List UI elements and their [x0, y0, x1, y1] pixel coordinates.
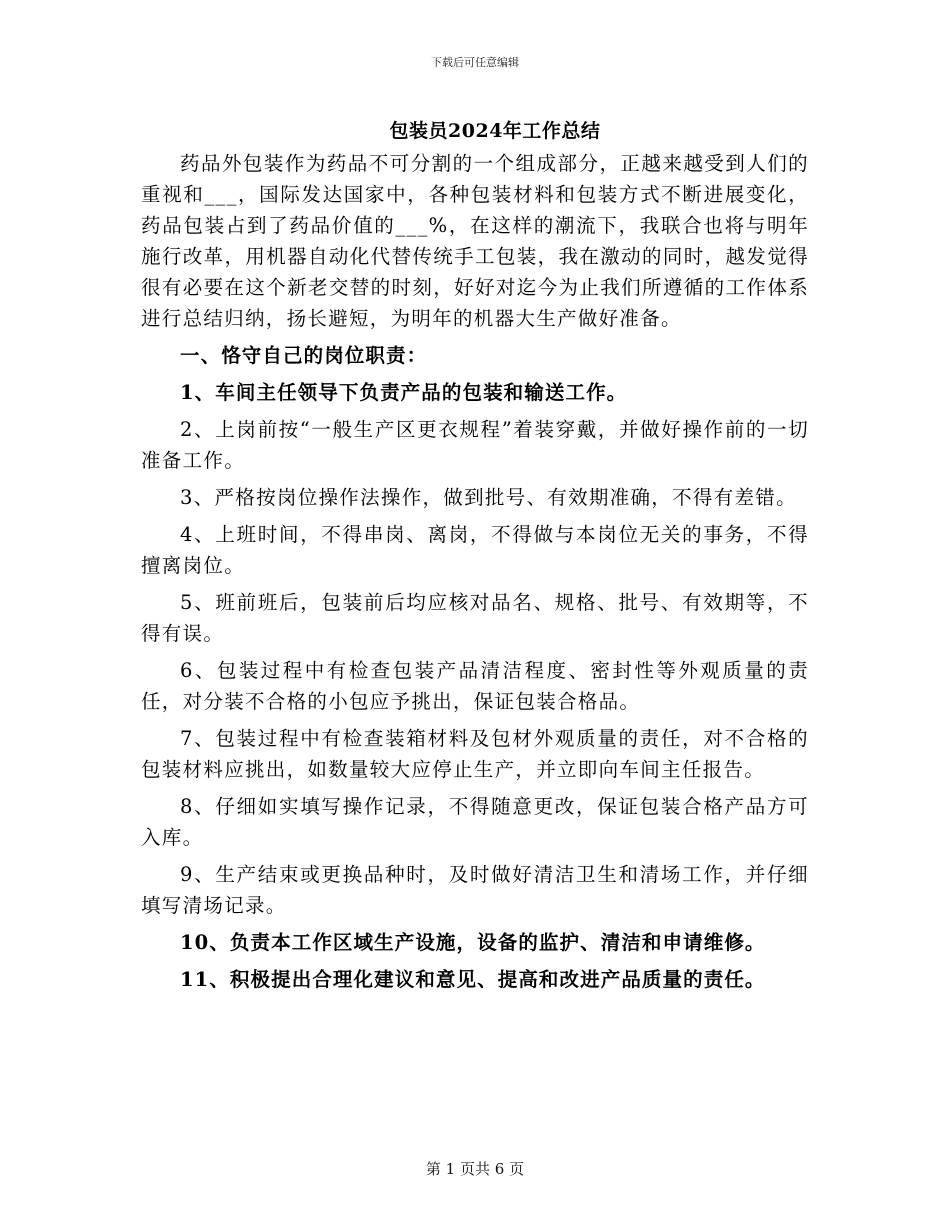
header-note: 下载后可任意编辑	[431, 56, 519, 69]
page-footer: 第 1 页共 6 页	[425, 1160, 525, 1178]
duty-item-3: 3、严格按岗位操作法操作，做到批号、有效期准确，不得有差错。	[180, 486, 797, 509]
duty-item-6: 6、包装过程中有检查包装产品清洁程度、密封性等外观质量的责任，对分装不合格的小包应予挑出，保证包装合格品。	[141, 659, 809, 713]
duty-item-10: 10、负责本工作区域生产设施，设备的监护、清洁和申请维修。	[180, 931, 766, 954]
document-body	[141, 148, 809, 995]
duty-item-11: 11、积极提出合理化建议和意见、提高和改进产品质量的责任。	[180, 968, 766, 991]
duty-item-5: 5、班前班后，包装前后均应核对品名、规格、批号、有效期等，不得有误。	[141, 591, 809, 645]
duty-item-1: 1、车间主任领导下负责产品的包装和输送工作。	[180, 381, 628, 404]
duty-item-2: 2、上岗前按“一般生产区更衣规程”着装穿戴，并做好操作前的一切准备工作。	[141, 418, 809, 472]
duty-item-4: 4、上班时间，不得串岗、离岗，不得做与本岗位无关的事务，不得擅离岗位。	[141, 523, 809, 577]
document-title: 包装员2024年工作总结	[389, 120, 601, 142]
intro-paragraph: 药品外包装作为药品不可分割的一个组成部分，正越来越受到人们的重视和___，国际发达国家中，各种包装材料和包装方式不断进展变化，药品包装占到了药品价值的___%，在这样的潮流下，我联合也将与明年施行改革，用机器自动化代替传统手工包装，我在激动的同时，越发觉得很有必要在这个新老交替的时刻，好好对迄今为止我们所遵循的工作体系进行总结归纳，扬长避短，为明年的机器大生产做好准备。	[141, 152, 809, 330]
duty-item-8: 8、仔细如实填写操作记录，不得随意更改，保证包装合格产品方可入库。	[141, 795, 809, 849]
duty-item-9: 9、生产结束或更换品种时，及时做好清洁卫生和清场工作，并仔细填写清场记录。	[141, 863, 809, 917]
section-heading: 一、恪守自己的岗位职责：	[180, 344, 428, 367]
duty-item-7: 7、包装过程中有检查装箱材料及包材外观质量的责任，对不合格的包装材料应挑出，如数量较大应停止生产，并立即向车间主任报告。	[141, 727, 809, 781]
